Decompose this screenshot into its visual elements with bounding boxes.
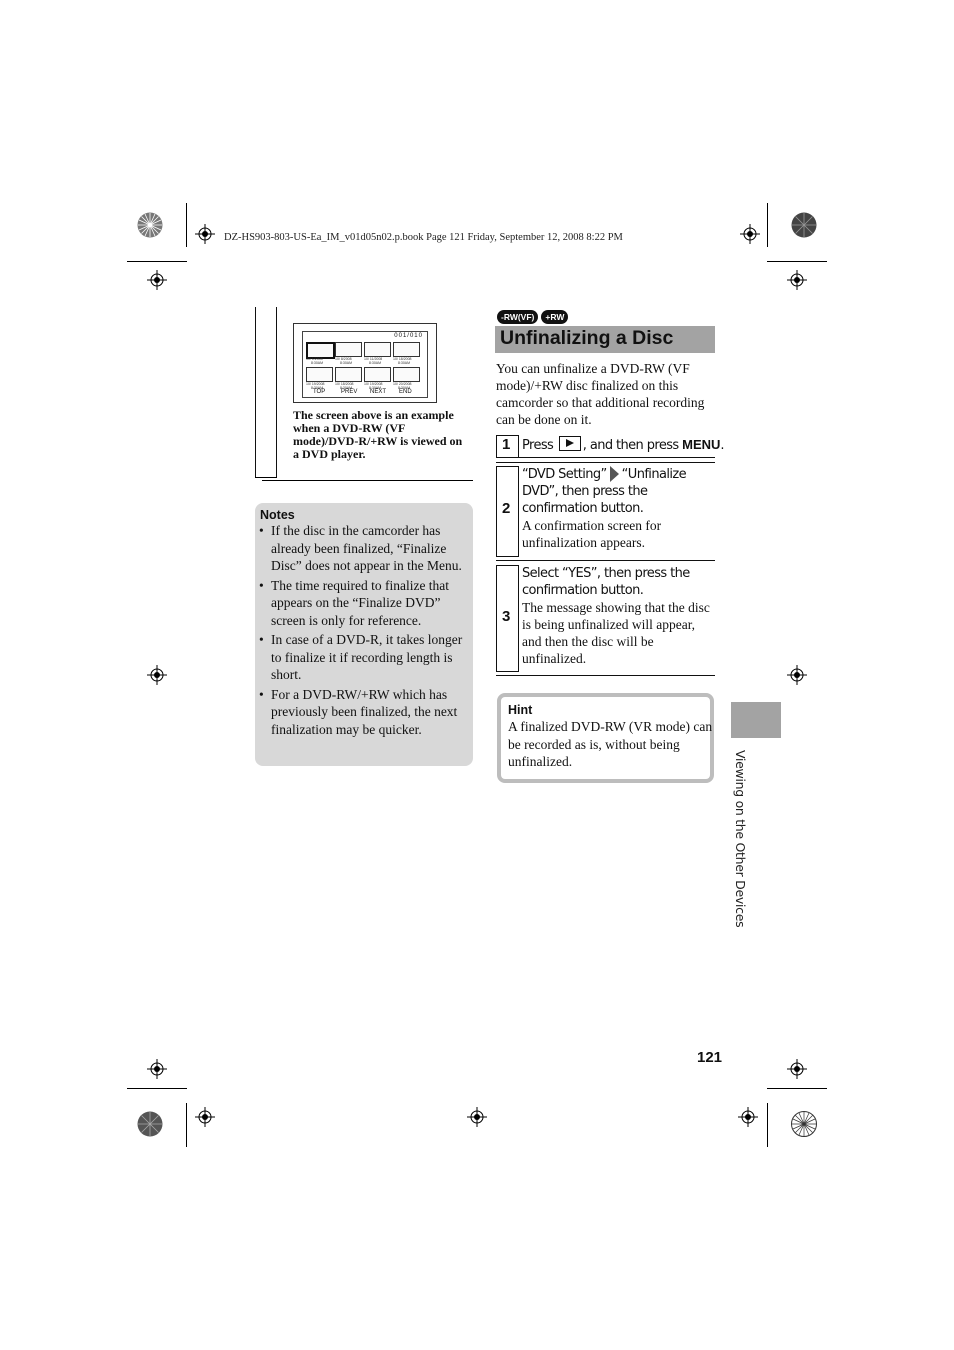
note-item: • If the disc in the camcorder has already been finalized, “Finalize Disc” does not appear in the Menu. [259,522,469,575]
registration-mark-icon [195,224,215,244]
crop-mark [127,261,187,262]
then-press-label: , and then press [582,438,679,453]
menu-button-label: MENU [682,437,721,452]
section-title-bar [495,326,715,353]
thumbnail-time: 8:30AM [311,386,324,390]
chapter-tab [731,702,781,738]
badge-rw-vf: -RW(VF) [497,310,538,324]
registration-mark-icon [787,665,807,685]
nav-prev-label: PREV [341,389,358,395]
color-bar-rosette-icon [137,212,163,238]
step-number: 1 [502,436,511,453]
disc-type-badges [497,310,568,324]
crop-mark [186,203,187,247]
registration-mark-icon [147,665,167,685]
step-2-result: A confirmation screen for unfinalization appears. [522,518,662,550]
thumbnail-time: 8:30AM [340,361,353,365]
chapter-tab-label [731,750,751,930]
screen-frame [302,331,428,398]
notes-title: Notes [260,508,295,522]
thumbnail [335,367,362,382]
thumbnail [364,342,391,357]
step-3-instruction: Select “YES”, then press the confirmation button. [522,566,690,598]
registration-mark-icon [740,224,760,244]
step-rule [496,457,715,458]
press-label: Press [522,438,554,453]
thumbnail-date: 10/ 11/2008 [364,357,383,361]
nav-end-label: END [399,389,412,395]
period: . [720,438,724,453]
step-3-result: The message showing that the disc is being unfinalized will appear, and then the disc will be unfinalized. [522,600,710,666]
crop-mark [767,1088,827,1089]
registration-mark-icon [147,1059,167,1079]
section-title: Unfinalizing a Disc [500,327,674,349]
dvd-player-screen-illustration [293,323,437,403]
section-intro: You can unfinalize a DVD-RW (VF mode)/+RW disc finalized on this camcorder so that additional recording can be done on it. [496,361,705,427]
thumbnail-date: 10/ 19/2008 [306,382,325,386]
step-rule [496,675,715,676]
crop-mark [186,1103,187,1147]
crop-mark [767,1103,768,1147]
color-bar-rosette-icon [137,1111,163,1137]
step-rule [496,560,715,561]
chapter-label-text: Viewing on the Other Devices [733,750,748,928]
screen-caption: The screen above is an example when a DVD-RW (VF mode)/DVD-R/+RW is viewed on a DVD player. [293,408,463,461]
thumbnail-time: 8:30AM [369,386,382,390]
registration-mark-icon [787,1059,807,1079]
dvd-setting-label: “DVD Setting” [522,467,607,482]
step-2-instruction [522,466,714,517]
thumbnail [306,367,333,382]
step-1-instruction [522,436,724,454]
thumbnail-time: 8:30AM [398,361,411,365]
notes-list [259,522,469,740]
thumbnail [335,342,362,357]
thumbnail-time: 8:30AM [398,386,411,390]
play-button-icon [559,436,581,451]
step-3-content [522,565,714,667]
hint-text: A finalized DVD-RW (VR mode) can be recorded as is, without being unfinalized. [508,719,713,769]
print-header: DZ-HS903-803-US-Ea_IM_v01d05n02.p.book Page 121 Friday, September 12, 2008 8:22 PM [224,232,623,243]
hint-box [497,693,714,783]
registration-mark-icon [195,1107,215,1127]
crop-mark [127,1088,187,1089]
thumbnail-date: 10/ 8/2008 [335,357,352,361]
nav-top-label: TOP [313,389,326,395]
column-rule [255,477,277,478]
color-bar-rosette-icon [791,1111,817,1137]
thumbnail [393,342,420,357]
thumbnail-date: 10/ 19/2008 [364,382,383,386]
color-bar-rosette-icon [791,212,817,238]
hint-title: Hint [508,703,533,717]
registration-mark-icon [738,1107,758,1127]
step-rule [496,462,715,463]
thumbnail [393,367,420,382]
section-divider [262,480,473,481]
badge-plus-rw: +RW [541,310,568,324]
step-number: 3 [502,608,511,625]
thumbnail [364,367,391,382]
registration-mark-icon [787,270,807,290]
notes-box [255,503,473,766]
thumbnail-date: 10/ 18/2008 [393,357,412,361]
thumbnail-time: 8:30AM [311,361,324,365]
note-item: • For a DVD-RW/+RW which has previously been finalized, the next finalization may be quicker. [259,686,469,739]
scene-counter: 001/010 [394,333,423,339]
step-2-content [522,466,714,551]
arrow-right-icon [610,466,619,482]
registration-mark-icon [147,270,167,290]
nav-next-label: NEXT [370,389,387,395]
column-rule [255,307,256,477]
crop-mark [767,203,768,247]
registration-mark-icon [467,1107,487,1127]
unfinalize-dvd-label: “Unfinalize DVD”, then press the confirmation button. [522,467,686,516]
note-item: • In case of a DVD-R, it takes longer to finalize it if recording length is short. [259,631,469,684]
thumbnail-date: 10/ 20/2008 [393,382,412,386]
note-item: • The time required to finalize that appears on the “Finalize DVD” screen is only for reference. [259,577,469,630]
page-number: 121 [697,1049,723,1066]
thumbnail-date: 10/ 18/2008 [335,382,354,386]
crop-mark [767,261,827,262]
thumbnail-time: 8:30AM [369,361,382,365]
column-rule [276,307,277,477]
thumbnail-date: 10/ 1/2008 [306,357,323,361]
thumbnail-time: 8:30AM [340,386,353,390]
step-number: 2 [502,500,511,517]
